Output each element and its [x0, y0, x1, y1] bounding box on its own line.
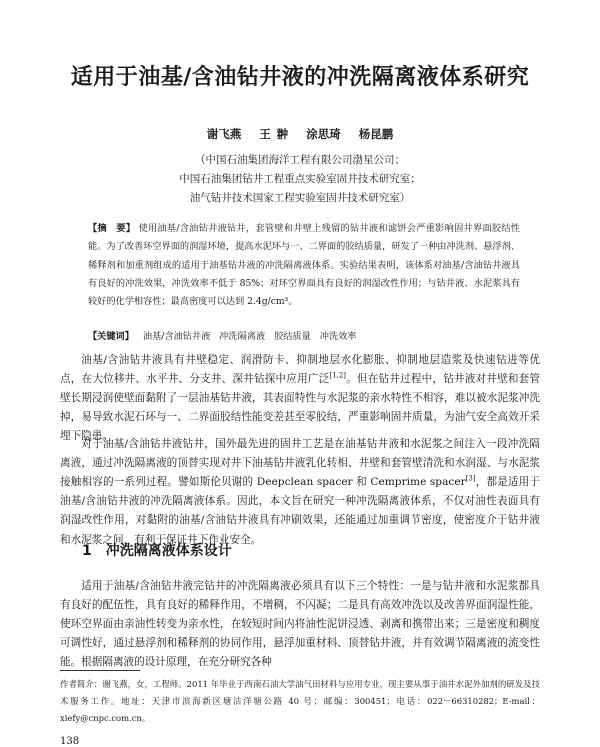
intro-text: 油基/含油钻井液具有井壁稳定、润滑防卡、抑制地层水化膨胀、抑制地层造浆及快速钻进等优点，在大位移井、水平井、分支井、深井钻探中应用广泛 [60, 353, 540, 385]
keyword: 冲洗效率 [319, 331, 357, 342]
abstract-label: 【摘 要】 [88, 223, 136, 234]
citation: [3] [465, 474, 476, 483]
abstract [88, 220, 520, 311]
intro-paragraph [60, 435, 540, 550]
section-paragraph: 适用于油基/含油钻井液完钻井的冲洗隔离液必须具有以下三个特性：一是与钻井液和水泥浆都具有良好的配伍性，具有良好的稀释作用，不增稠，不闪凝；二是具有高效冲洗以及改善界面润湿性能，使环空界面由亲油性转变为亲水性，在较短时间内将油性泥饼浸透、剥离和携带出来；三是密度和稠度可调性好，通过悬浮剂和稀释剂的协同作用，悬浮加重材料、顶替钻井液，并有效调节隔离液的流变性能。根据隔离液的设计原理，在充分研究各种 [60, 579, 540, 669]
keywords-label: 【关键词】 [88, 331, 134, 342]
author-list [0, 126, 600, 142]
section-number: 1 [82, 543, 92, 559]
author-footnote: 作者简介：谢飞燕，女，工程师。2011 年毕业于西南石油大学油气田材料与应用专业，现主要从事于油井水泥外加剂的研发及技术服务工作。地址：天津市滨海新区塘沽洋塘公路 40 号；邮编：300451；电话：022－66310282；E-mail：xiefy@cnpc.com.cn。 [60, 679, 540, 723]
section-title: 冲洗隔离液体系设计 [105, 543, 232, 559]
keyword: 油基/含油钻井液 [142, 331, 211, 342]
affiliation-line: 中国石油集团钻井工程重点实验室固井技术研究室； [179, 173, 421, 185]
intro-text: ，都是适用于油基/含油钻井液的冲洗隔离液体系。因此，本文旨在研究一种冲洗隔离液体系，不仅对油性表面具有润湿改性作用，对黏附的油基/含油钻井液具有冲刷效果，还能通过加重调节密度，使密度介于钻井液和水泥浆之间，有利于保证井下作业安全。 [60, 476, 540, 546]
author-name: 谢飞燕 [206, 127, 242, 141]
paper-title: 适用于油基/含油钻井液的冲洗隔离液体系研究 [70, 65, 530, 90]
keyword: 冲洗隔离液 [219, 331, 266, 342]
page-number: 138 [60, 736, 80, 747]
section-heading [82, 540, 232, 560]
footnote-divider [60, 670, 140, 671]
intro-text: 。但在钻井过程中，钻井液对井壁和套管壁长期浸润使壁面黏附了一层油基钻井液，其表面特性与水泥浆的亲水特性不相容，难以被水泥浆冲洗掉，易导致水泥石环与一、二界面胶结性能变差甚至零胶结，严重影响固井质量，为油气安全高效开采埋下隐患。 [60, 372, 541, 443]
affiliation-line: （中国石油集团海洋工程有限公司渤星公司； [195, 154, 405, 166]
abstract-text: 使用油基/含油钻井液钻井，套管壁和井壁上残留的钻井液和滤饼会严重影响固井界面胶结性能。为了改善环空界面的润湿环境，提高水泥环与一、二界面的胶结质量，研发了一种由冲洗剂、悬浮剂、稀释剂和加重剂组成的适用于油基钻井液的冲洗隔离液体系。实验结果表明，该体系对油基/含油钻井液具有良好的冲洗效果，冲洗效率不低于 85%；对环空界面具有良好的润湿改性作用；与钻井液、水泥浆具有较好的化学相容性；最高密度可以达到 2.4g/cm³。 [88, 223, 521, 308]
author-name: 杨昆鹏 [358, 127, 394, 141]
author-name: 涂思琦 [306, 127, 341, 141]
citation: [1,2] [329, 371, 347, 380]
intro-paragraph [60, 351, 540, 447]
keyword: 胶结质量 [274, 331, 311, 342]
author-name: 王 [259, 127, 271, 141]
author-name: 翀 [276, 127, 289, 141]
intro-text: 对于油基/含油钻井液钻井，国外最先进的固井工艺是在油基钻井液和水泥浆之间注入一段冲洗隔离液，通过冲洗隔离液的顶替实现对井下油基钻井液乳化转相、井壁和套管壁清洗和水润湿、与水泥浆接触相容的一系列过程。譬如斯伦贝谢的 Deepclean spacer 和 Cemprime spacer [60, 437, 540, 488]
affiliation-line: 油气钻井技术国家工程实验室固井技术研究室） [189, 192, 411, 204]
keywords [88, 329, 520, 345]
